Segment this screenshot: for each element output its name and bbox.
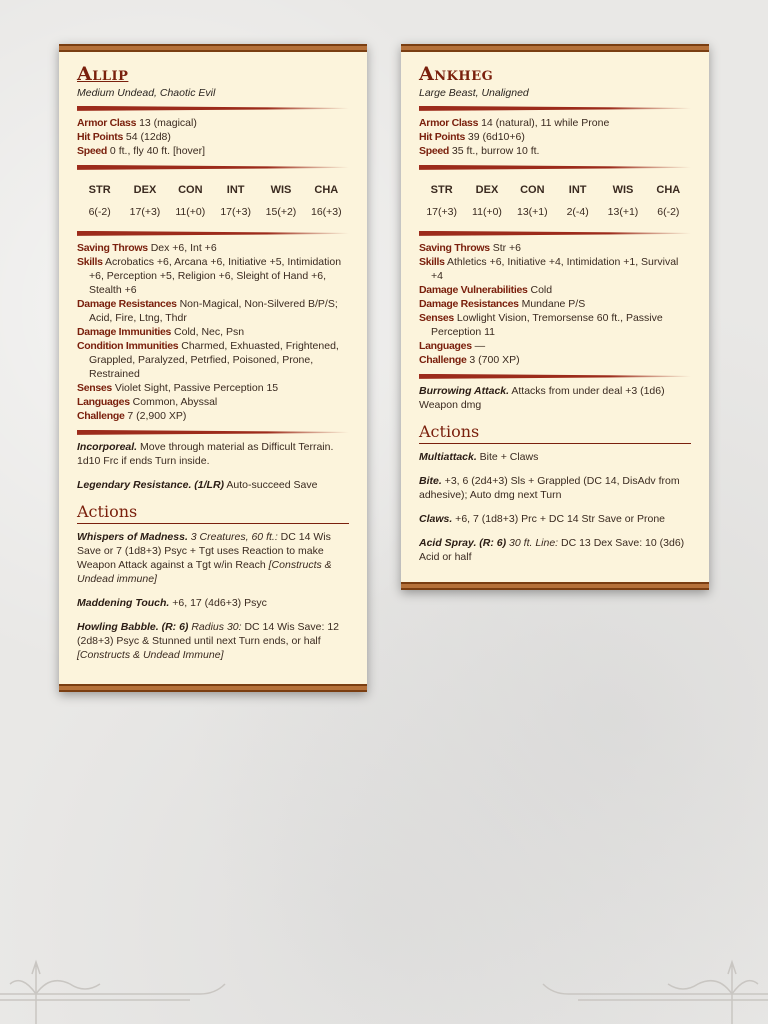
damage-vulnerabilities: Damage Vulnerabilities Cold — [419, 283, 553, 296]
action-maddening-touch: Maddening Touch. +6, 17 (4d6+3) Psyc — [77, 596, 267, 609]
ability-value: 11(+0) — [175, 205, 206, 218]
ability-scores — [419, 176, 691, 224]
ability-value: 6(-2) — [657, 205, 680, 218]
actions-heading: Actions — [419, 422, 691, 444]
stat-block-allip — [59, 44, 367, 692]
divider — [77, 231, 349, 236]
actions-heading: Actions — [77, 502, 349, 524]
saving-throws: Saving Throws Dex +6, Int +6 — [77, 241, 217, 254]
card-bottom-border — [401, 582, 709, 590]
ability-value: 13(+1) — [607, 205, 639, 218]
ability-value: 2(-4) — [566, 205, 589, 218]
skills: Skills Acrobatics +6, Arcana +6, Initiative +5, Intimidation +6, Perception +5, Religion +6, Sleight of Hand +6, Stealth +6 — [77, 255, 342, 296]
ability-name: STR — [430, 183, 453, 196]
senses: Senses Lowlight Vision, Tremorsense 60 ft., Passive Perception 11 — [419, 311, 663, 338]
speed: Speed 0 ft., fly 40 ft. [hover] — [77, 144, 206, 157]
ability-value: 17(+3) — [220, 205, 251, 218]
trait-legendary-resistance: Legendary Resistance. (1/LR) Auto-succeed Save — [77, 478, 318, 491]
action-whispers-of-madness: Whispers of Madness. 3 Creatures, 60 ft.: DC 14 Wis Save or 7 (1d8+3) Psyc + Tgt uses Reaction to make Weapon Attack against a Tgt w/in Reach [Constructs & Undead immune] — [77, 530, 332, 585]
monster-type: Large Beast, Unaligned — [419, 86, 529, 99]
armor-class: Armor Class 13 (magical) — [77, 116, 197, 129]
divider — [419, 231, 691, 236]
challenge: Challenge 3 (700 XP) — [419, 353, 520, 366]
ability-name: INT — [226, 183, 245, 196]
ability-name: WIS — [612, 183, 634, 196]
divider — [77, 106, 349, 111]
corner-ornament-icon — [538, 954, 768, 1024]
ability-name: STR — [88, 183, 111, 196]
trait-burrowing-attack: Burrowing Attack. Attacks from under deal +3 (1d6) Weapon dmg — [419, 384, 665, 411]
divider — [77, 430, 349, 435]
corner-ornament-icon — [0, 954, 230, 1024]
ability-value: 16(+3) — [310, 205, 342, 218]
hit-points: Hit Points 39 (6d10+6) — [419, 130, 525, 143]
ability-value: 6(-2) — [88, 205, 111, 218]
stat-block-ankheg — [401, 44, 709, 590]
skills: Skills Athletics +6, Initiative +4, Intimidation +1, Survival +4 — [419, 255, 679, 282]
monster-name[interactable]: Allip — [77, 63, 129, 85]
ability-name: CON — [520, 183, 545, 196]
languages: Languages Common, Abyssal — [77, 395, 218, 408]
damage-immunities: Damage Immunities Cold, Nec, Psn — [77, 325, 245, 338]
senses: Senses Violet Sight, Passive Perception 15 — [77, 381, 279, 394]
ability-name: CON — [178, 183, 203, 196]
divider — [419, 165, 691, 170]
ability-value: 17(+3) — [129, 205, 161, 218]
divider — [77, 165, 349, 170]
hit-points: Hit Points 54 (12d8) — [77, 130, 171, 143]
card-top-border — [59, 44, 367, 52]
ability-name: CHA — [314, 183, 339, 196]
ability-value: 11(+0) — [472, 205, 502, 218]
action-claws: Claws. +6, 7 (1d8+3) Prc + DC 14 Str Save or Prone — [419, 512, 665, 525]
divider — [419, 374, 691, 379]
speed: Speed 35 ft., burrow 10 ft. — [419, 144, 540, 157]
action-acid-spray: Acid Spray. (R: 6) 30 ft. Line: DC 13 Dex Save: 10 (3d6) Acid or half — [419, 536, 685, 563]
ability-value: 13(+1) — [516, 205, 548, 218]
armor-class: Armor Class 14 (natural), 11 while Prone — [419, 116, 610, 129]
saving-throws: Saving Throws Str +6 — [419, 241, 522, 254]
action-bite: Bite. +3, 6 (2d4+3) Sls + Grappled (DC 14, DisAdv from adhesive); Auto dmg next Turn — [419, 474, 680, 501]
divider — [419, 106, 691, 111]
challenge: Challenge 7 (2,900 XP) — [77, 409, 187, 422]
ability-name: DEX — [133, 183, 157, 196]
damage-resistances: Damage Resistances Mundane P/S — [419, 297, 586, 310]
trait-incorporeal: Incorporeal. Move through material as Difficult Terrain. 1d10 Frc if ends Turn inside. — [77, 440, 334, 467]
card-top-border — [401, 44, 709, 52]
ability-scores — [77, 176, 349, 224]
ability-name: DEX — [475, 183, 499, 196]
languages: Languages — — [419, 339, 486, 352]
ability-name: INT — [568, 183, 587, 196]
condition-immunities: Condition Immunities Charmed, Exhuasted, Frightened, Grappled, Paralyzed, Petrfied, Poisoned, Prone, Restrained — [77, 339, 339, 380]
monster-type: Medium Undead, Chaotic Evil — [77, 86, 216, 99]
action-howling-babble: Howling Babble. (R: 6) Radius 30: DC 14 Wis Save: 12 (2d8+3) Psyc & Stunned until next Turn ends, or half [Constructs & Undead Immune] — [77, 620, 339, 661]
ability-value: 15(+2) — [265, 205, 297, 218]
monster-name: Ankheg — [419, 63, 494, 85]
ability-value: 17(+3) — [426, 205, 457, 218]
card-bottom-border — [59, 684, 367, 692]
action-multiattack: Multiattack. Bite + Claws — [419, 450, 539, 463]
ability-name: CHA — [656, 183, 681, 196]
ability-name: WIS — [270, 183, 292, 196]
damage-resistances: Damage Resistances Non-Magical, Non-Silvered B/P/S; Acid, Fire, Ltng, Thdr — [77, 297, 338, 324]
